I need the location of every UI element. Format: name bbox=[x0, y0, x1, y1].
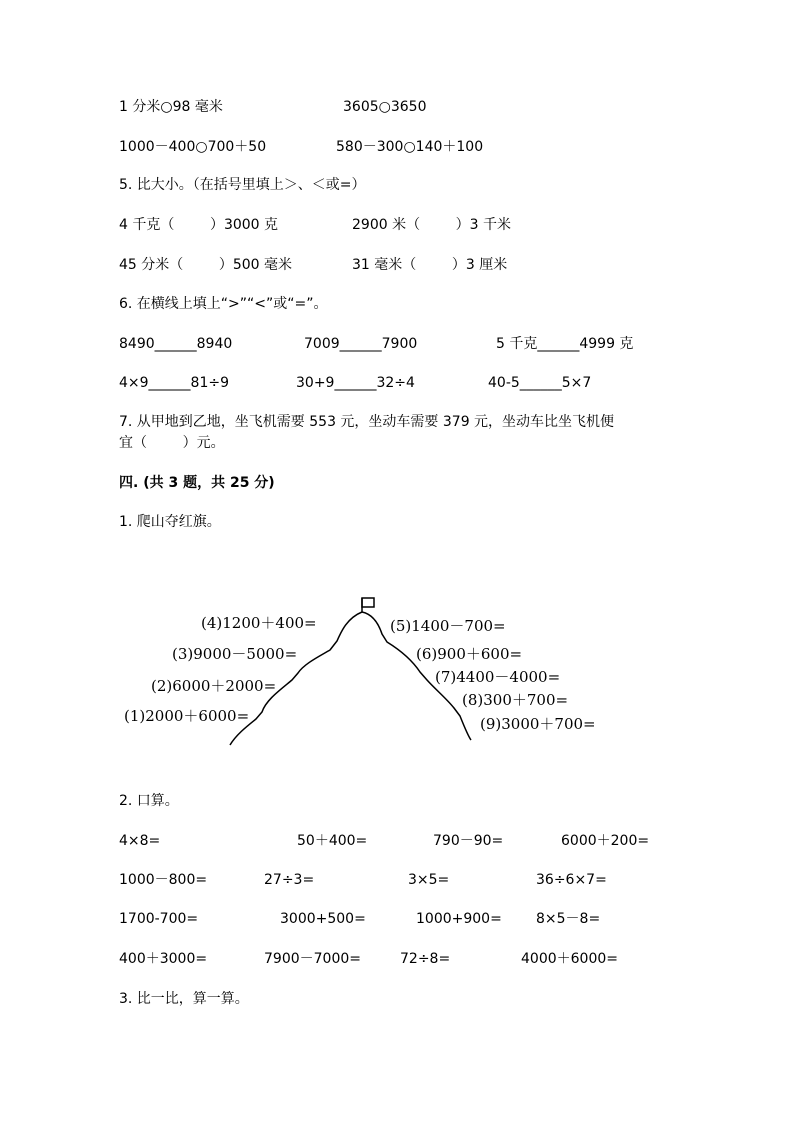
oral-item: 1000－800= bbox=[119, 872, 208, 888]
q6-item: 8490______8940 bbox=[119, 336, 233, 352]
oral-item: 50＋400= bbox=[297, 833, 368, 849]
q6-item: 4×9______81÷9 bbox=[119, 375, 229, 391]
q5-item: 45 分米（ ）500 毫米 bbox=[119, 257, 293, 273]
q6-item: 30+9______32÷4 bbox=[296, 375, 415, 391]
flag-icon bbox=[362, 598, 374, 607]
oral-item: 3000+500= bbox=[280, 911, 366, 927]
section-title: 四. (共 3 题，共 25 分) bbox=[119, 475, 275, 491]
oral-item: 6000＋200= bbox=[561, 833, 650, 849]
q6-item: 5 千克______4999 克 bbox=[496, 336, 634, 352]
q5-title: 5. 比大小。（在括号里填上＞、＜或=） bbox=[119, 177, 366, 193]
q5-item: 31 毫米（ ）3 厘米 bbox=[352, 257, 508, 273]
q6-title: 6. 在横线上填上“>”“<”或“=”。 bbox=[119, 296, 328, 312]
oral-item: 7900－7000= bbox=[264, 951, 361, 967]
problem-title: 2. 口算。 bbox=[119, 793, 179, 809]
q7-line2: 宜（ ）元。 bbox=[119, 435, 225, 451]
problem-title: 3. 比一比，算一算。 bbox=[119, 991, 249, 1007]
oral-item: 790－90= bbox=[433, 833, 504, 849]
climb-equation: (7)4400－4000= bbox=[435, 668, 561, 686]
compare-item: 1000－400○700＋50 bbox=[119, 139, 267, 155]
climb-equation: (3)9000－5000= bbox=[172, 645, 298, 663]
oral-item: 8×5－8= bbox=[536, 911, 601, 927]
oral-item: 4000＋6000= bbox=[521, 951, 618, 967]
oral-item: 27÷3= bbox=[264, 872, 315, 888]
compare-item: 1 分米○98 毫米 bbox=[119, 99, 223, 115]
climb-equation: (2)6000＋2000= bbox=[151, 677, 277, 695]
oral-item: 400＋3000= bbox=[119, 951, 208, 967]
compare-item: 580－300○140＋100 bbox=[336, 139, 484, 155]
climb-equation: (1)2000＋6000= bbox=[124, 707, 250, 725]
oral-item: 1000+900= bbox=[416, 911, 502, 927]
oral-item: 3×5= bbox=[408, 872, 450, 888]
climb-equation: (5)1400－700= bbox=[390, 617, 506, 635]
climb-equation: (8)300＋700= bbox=[462, 691, 569, 709]
q5-item: 2900 米（ ）3 千米 bbox=[352, 217, 512, 233]
q6-item: 40-5______5×7 bbox=[488, 375, 592, 391]
oral-item: 72÷8= bbox=[400, 951, 451, 967]
q7-line1: 7. 从甲地到乙地，坐飞机需要 553 元，坐动车需要 379 元，坐动车比坐飞机便 bbox=[119, 414, 615, 430]
q6-item: 7009______7900 bbox=[304, 336, 418, 352]
climb-equation: (6)900＋600= bbox=[416, 645, 523, 663]
climb-equation: (4)1200＋400= bbox=[201, 614, 317, 632]
q5-item: 4 千克（ ）3000 克 bbox=[119, 217, 279, 233]
problem-title: 1. 爬山夺红旗。 bbox=[119, 514, 221, 530]
oral-item: 36÷6×7= bbox=[536, 872, 607, 888]
climb-equation: (9)3000＋700= bbox=[480, 715, 596, 733]
oral-item: 1700-700= bbox=[119, 911, 199, 927]
oral-item: 4×8= bbox=[119, 833, 161, 849]
compare-item: 3605○3650 bbox=[343, 99, 427, 115]
